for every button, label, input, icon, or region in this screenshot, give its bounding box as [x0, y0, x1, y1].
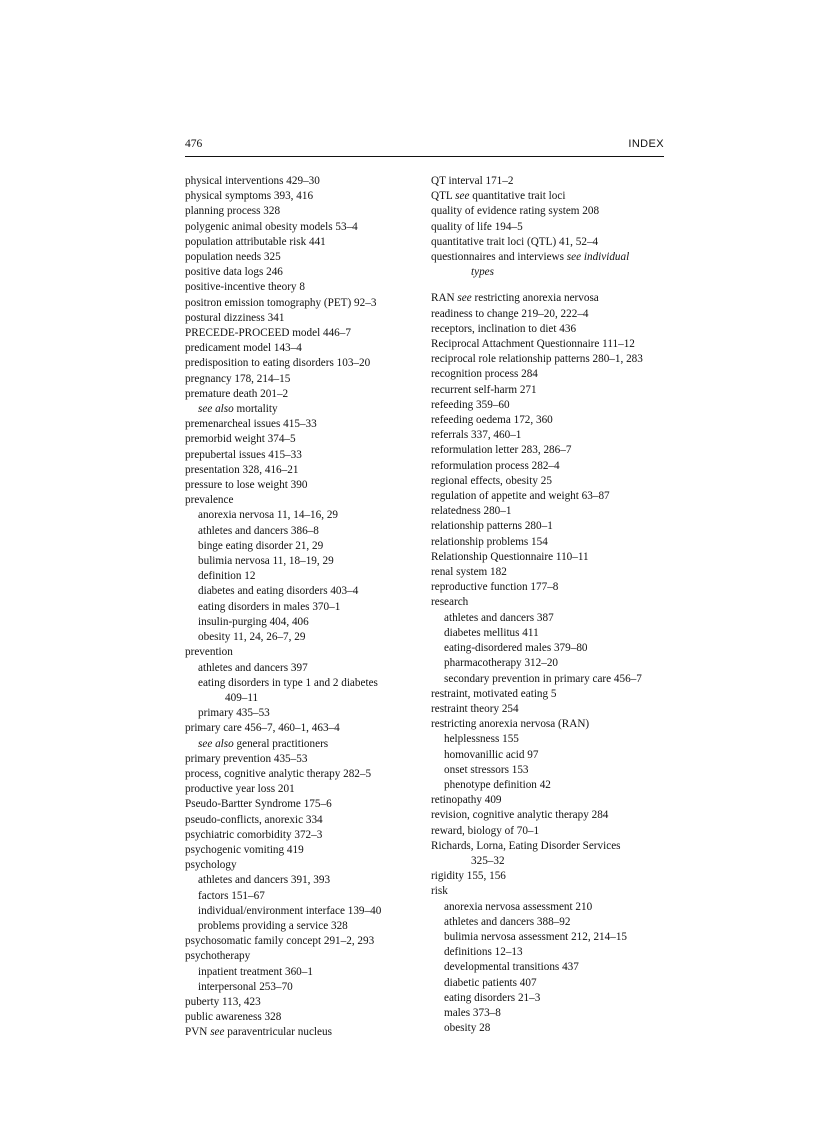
running-header [185, 136, 664, 157]
index-subentry [185, 904, 410, 919]
index-entry [431, 793, 666, 808]
index-text: readiness to change 219–20, 222–4 [431, 307, 589, 320]
index-text: questionnaires and interviews [431, 251, 567, 264]
index-text: definition 12 [198, 570, 256, 583]
index-text: insulin-purging 404, 406 [198, 615, 309, 628]
index-text: psychiatric comorbidity 372–3 [185, 828, 323, 841]
index-entry [185, 934, 410, 949]
index-cross-reference: see [455, 190, 470, 203]
index-text: restraint theory 254 [431, 702, 519, 715]
index-text: secondary prevention in primary care 456–7 [444, 672, 642, 685]
index-text: quality of evidence rating system 208 [431, 205, 600, 218]
index-entry [431, 204, 666, 219]
index-entry [185, 645, 410, 660]
index-entry [185, 417, 410, 432]
index-text: process, cognitive analytic therapy 282–5 [185, 767, 372, 780]
index-text: regulation of appetite and weight 63–87 [431, 490, 610, 503]
index-entry [185, 813, 410, 828]
index-subentry [185, 661, 410, 676]
index-text: psychotherapy [185, 950, 251, 963]
index-text: problems providing a service 328 [198, 919, 348, 932]
index-text: restraint, motivated eating 5 [431, 687, 557, 700]
index-text: obesity 11, 24, 26–7, 29 [198, 631, 306, 644]
index-subentry [185, 584, 410, 599]
index-entry [185, 296, 410, 311]
index-text: bulimia nervosa assessment 212, 214–15 [444, 930, 628, 943]
index-entry [431, 291, 666, 306]
index-text: factors 151–67 [198, 889, 265, 902]
index-entry [185, 311, 410, 326]
index-entry [431, 367, 666, 382]
index-text: pseudo-conflicts, anorexic 334 [185, 813, 323, 826]
index-text: RAN [431, 292, 458, 305]
index-entry [431, 702, 666, 717]
index-text: physical symptoms 393, 416 [185, 190, 314, 203]
index-subentry [431, 265, 666, 280]
index-entry [185, 858, 410, 873]
index-text: anorexia nervosa 11, 14–16, 29 [198, 509, 339, 522]
index-text: Richards, Lorna, Eating Disorder Services [431, 839, 621, 852]
index-entry [431, 352, 666, 367]
index-text: helplessness 155 [444, 733, 519, 746]
index-entry [185, 949, 410, 964]
index-entry [431, 717, 666, 732]
index-entry [185, 752, 410, 767]
index-entry [431, 489, 666, 504]
index-text: Relationship Questionnaire 110–11 [431, 550, 589, 563]
index-text: eating disorders 21–3 [444, 991, 541, 1004]
index-entry [431, 443, 666, 458]
index-text: reciprocal role relationship patterns 280–1, 283 [431, 353, 643, 366]
index-text: phenotype definition 42 [444, 778, 551, 791]
index-entry [185, 995, 410, 1010]
index-text: risk [431, 885, 448, 898]
index-subentry [431, 641, 666, 656]
index-text: anorexia nervosa assessment 210 [444, 900, 593, 913]
index-entry [185, 797, 410, 812]
index-entry [185, 235, 410, 250]
index-entry [431, 519, 666, 534]
index-entry [185, 493, 410, 508]
index-text: eating disorders in males 370–1 [198, 600, 341, 613]
index-text: QT interval 171–2 [431, 175, 514, 187]
index-text: reward, biology of 70–1 [431, 824, 540, 837]
index-text: public awareness 328 [185, 1011, 282, 1024]
index-entry [185, 189, 410, 204]
index-text: planning process 328 [185, 205, 281, 218]
index-subentry [185, 691, 410, 706]
index-text: homovanillic acid 97 [444, 748, 539, 761]
index-entry [185, 843, 410, 858]
page-number: 476 [185, 138, 203, 150]
index-text: premorbid weight 374–5 [185, 433, 296, 446]
index-subentry [185, 569, 410, 584]
index-subentry [185, 402, 410, 417]
index-text: population attributable risk 441 [185, 235, 326, 248]
index-subentry [185, 676, 410, 691]
index-subentry [431, 930, 666, 945]
index-text: athletes and dancers 386–8 [198, 524, 319, 537]
index-text: rigidity 155, 156 [431, 870, 506, 883]
index-text: definitions 12–13 [444, 946, 523, 959]
index-text: obesity 28 [444, 1022, 491, 1035]
index-text: eating disorders in type 1 and 2 diabetes [198, 676, 378, 689]
index-entry [431, 884, 666, 899]
index-text: postural dizziness 341 [185, 311, 285, 324]
index-text: puberty 113, 423 [185, 995, 261, 1008]
index-text: QTL [431, 190, 456, 203]
index-text: restricting anorexia nervosa [471, 292, 599, 305]
index-entry [431, 687, 666, 702]
index-subentry [185, 630, 410, 645]
index-subentry [185, 980, 410, 995]
index-text: physical interventions 429–30 [185, 175, 320, 187]
running-head-title: INDEX [628, 138, 664, 150]
index-entry [431, 535, 666, 550]
index-cross-reference: see also [198, 403, 234, 416]
index-entry [431, 235, 666, 250]
index-entry [185, 265, 410, 280]
index-text: positive-incentive theory 8 [185, 281, 305, 294]
index-entry [431, 808, 666, 823]
index-subentry [431, 1006, 666, 1021]
index-subentry [431, 778, 666, 793]
index-text: primary prevention 435–53 [185, 752, 308, 765]
index-text: Pseudo-Bartter Syndrome 175–6 [185, 798, 332, 811]
index-entry [185, 478, 410, 493]
index-text: positron emission tomography (PET) 92–3 [185, 296, 377, 309]
index-subentry [185, 600, 410, 615]
index-cross-reference: see [457, 292, 472, 305]
index-text: psychosomatic family concept 291–2, 293 [185, 935, 375, 948]
index-entry [185, 432, 410, 447]
index-entry [431, 595, 666, 610]
index-text: diabetes mellitus 411 [444, 626, 539, 639]
index-entry [185, 721, 410, 736]
index-text: onset stressors 153 [444, 763, 529, 776]
index-entry [431, 383, 666, 398]
index-subentry [185, 919, 410, 934]
index-text: recognition process 284 [431, 368, 538, 381]
index-entry [431, 337, 666, 352]
index-text: relationship patterns 280–1 [431, 520, 553, 533]
index-text: bulimia nervosa 11, 18–19, 29 [198, 555, 334, 568]
index-entry [431, 220, 666, 235]
index-entry [185, 356, 410, 371]
index-text: restricting anorexia nervosa (RAN) [431, 718, 590, 731]
index-text: premenarcheal issues 415–33 [185, 418, 317, 431]
index-text: reformulation process 282–4 [431, 459, 560, 472]
index-text: predicament model 143–4 [185, 342, 302, 355]
index-entry [185, 280, 410, 295]
index-entry [431, 413, 666, 428]
index-entry [431, 504, 666, 519]
index-text: individual/environment interface 139–40 [198, 904, 382, 917]
index-text: reproductive function 177–8 [431, 581, 559, 594]
index-subentry [431, 854, 666, 869]
index-entry [431, 580, 666, 595]
index-text: reformulation letter 283, 286–7 [431, 444, 572, 457]
index-text: population needs 325 [185, 251, 281, 264]
index-text: prevention [185, 646, 233, 659]
index-text: referrals 337, 460–1 [431, 429, 522, 442]
index-entry [185, 828, 410, 843]
index-column-right [431, 174, 666, 1036]
index-text: developmental transitions 437 [444, 961, 579, 974]
index-subentry [185, 539, 410, 554]
index-text: eating-disordered males 379–80 [444, 642, 588, 655]
index-text: interpersonal 253–70 [198, 980, 293, 993]
index-subentry [185, 889, 410, 904]
index-entry [185, 326, 410, 341]
index-subentry [431, 626, 666, 641]
index-entry [431, 839, 666, 854]
index-text: inpatient treatment 360–1 [198, 965, 313, 978]
index-cross-reference: see individual [566, 251, 630, 264]
index-subentry [185, 873, 410, 888]
index-entry [431, 174, 666, 189]
index-text: recurrent self-harm 271 [431, 383, 537, 396]
index-entry [431, 459, 666, 474]
index-subentry [185, 965, 410, 980]
index-text: prepubertal issues 415–33 [185, 448, 302, 461]
index-text: polygenic animal obesity models 53–4 [185, 220, 358, 233]
index-text: pressure to lose weight 390 [185, 479, 308, 492]
index-text: pharmacotherapy 312–20 [444, 657, 559, 670]
index-text: relatedness 280–1 [431, 505, 512, 518]
index-subentry [185, 737, 410, 752]
index-subentry [185, 554, 410, 569]
index-text: quantitative trait loci [469, 190, 566, 203]
index-text: quality of life 194–5 [431, 220, 523, 233]
index-text: primary care 456–7, 460–1, 463–4 [185, 722, 340, 735]
index-text: PRECEDE-PROCEED model 446–7 [185, 327, 351, 340]
index-text: productive year loss 201 [185, 783, 295, 796]
index-cross-reference: types [471, 266, 494, 279]
index-subentry [431, 656, 666, 671]
index-text: diabetes and eating disorders 403–4 [198, 585, 359, 598]
index-subentry [431, 960, 666, 975]
index-text: receptors, inclination to diet 436 [431, 322, 577, 335]
index-subentry [431, 945, 666, 960]
index-text: predisposition to eating disorders 103–20 [185, 357, 371, 370]
index-text: refeeding oedema 172, 360 [431, 414, 553, 427]
index-text: relationship problems 154 [431, 535, 548, 548]
index-subentry [185, 524, 410, 539]
index-text: refeeding 359–60 [431, 398, 510, 411]
index-subentry [185, 508, 410, 523]
index-entry [185, 372, 410, 387]
index-text: athletes and dancers 387 [444, 611, 554, 624]
index-subentry [431, 732, 666, 747]
index-entry [431, 428, 666, 443]
index-entry [185, 782, 410, 797]
index-subentry [431, 1021, 666, 1036]
index-text: psychology [185, 859, 237, 872]
index-subentry [431, 915, 666, 930]
index-text: 325–32 [471, 854, 505, 867]
index-entry [185, 220, 410, 235]
index-subentry [185, 615, 410, 630]
index-text: quantitative trait loci (QTL) 41, 52–4 [431, 235, 599, 248]
index-subentry [431, 976, 666, 991]
index-entry [185, 174, 410, 189]
index-entry [431, 322, 666, 337]
index-text: presentation 328, 416–21 [185, 463, 299, 476]
index-entry [431, 307, 666, 322]
index-text: regional effects, obesity 25 [431, 474, 552, 487]
index-text: PVN [185, 1026, 211, 1039]
index-text: renal system 182 [431, 566, 507, 579]
index-entry [185, 387, 410, 402]
index-text: 409–11 [225, 691, 259, 704]
index-text: primary 435–53 [198, 707, 270, 720]
index-cross-reference: see [210, 1026, 225, 1039]
index-text: athletes and dancers 391, 393 [198, 874, 331, 887]
index-text: revision, cognitive analytic therapy 284 [431, 809, 609, 822]
index-entry [185, 767, 410, 782]
index-text: paraventricular nucleus [224, 1026, 332, 1039]
index-text: retinopathy 409 [431, 794, 502, 807]
index-entry [431, 550, 666, 565]
index-text: research [431, 596, 469, 609]
index-subentry [431, 672, 666, 687]
index-entry [431, 250, 666, 265]
index-subentry [431, 611, 666, 626]
index-text: Reciprocal Attachment Questionnaire 111–12 [431, 338, 635, 351]
index-entry [431, 824, 666, 839]
index-text: psychogenic vomiting 419 [185, 843, 304, 856]
index-text: premature death 201–2 [185, 387, 289, 400]
index-text: binge eating disorder 21, 29 [198, 539, 324, 552]
index-entry [431, 189, 666, 204]
index-text: general practitioners [233, 737, 329, 750]
index-text: athletes and dancers 388–92 [444, 915, 571, 928]
index-text: males 373–8 [444, 1006, 501, 1019]
index-text: prevalence [185, 494, 234, 507]
index-entry [431, 869, 666, 884]
index-cross-reference: see also [198, 737, 234, 750]
index-subentry [431, 748, 666, 763]
index-subentry [431, 763, 666, 778]
index-entry [431, 474, 666, 489]
index-entry [185, 1010, 410, 1025]
index-entry [185, 448, 410, 463]
index-entry [431, 565, 666, 580]
index-text: mortality [233, 403, 278, 416]
index-text: positive data logs 246 [185, 266, 283, 279]
index-text: athletes and dancers 397 [198, 661, 308, 674]
index-entry [431, 398, 666, 413]
index-text: diabetic patients 407 [444, 976, 537, 989]
index-entry [185, 1025, 410, 1040]
index-entry [185, 463, 410, 478]
index-column-left [185, 174, 410, 1041]
index-subentry [185, 706, 410, 721]
index-entry [185, 341, 410, 356]
index-subentry [431, 991, 666, 1006]
index-text: pregnancy 178, 214–15 [185, 372, 291, 385]
index-subentry [431, 900, 666, 915]
index-entry [185, 204, 410, 219]
index-entry [185, 250, 410, 265]
